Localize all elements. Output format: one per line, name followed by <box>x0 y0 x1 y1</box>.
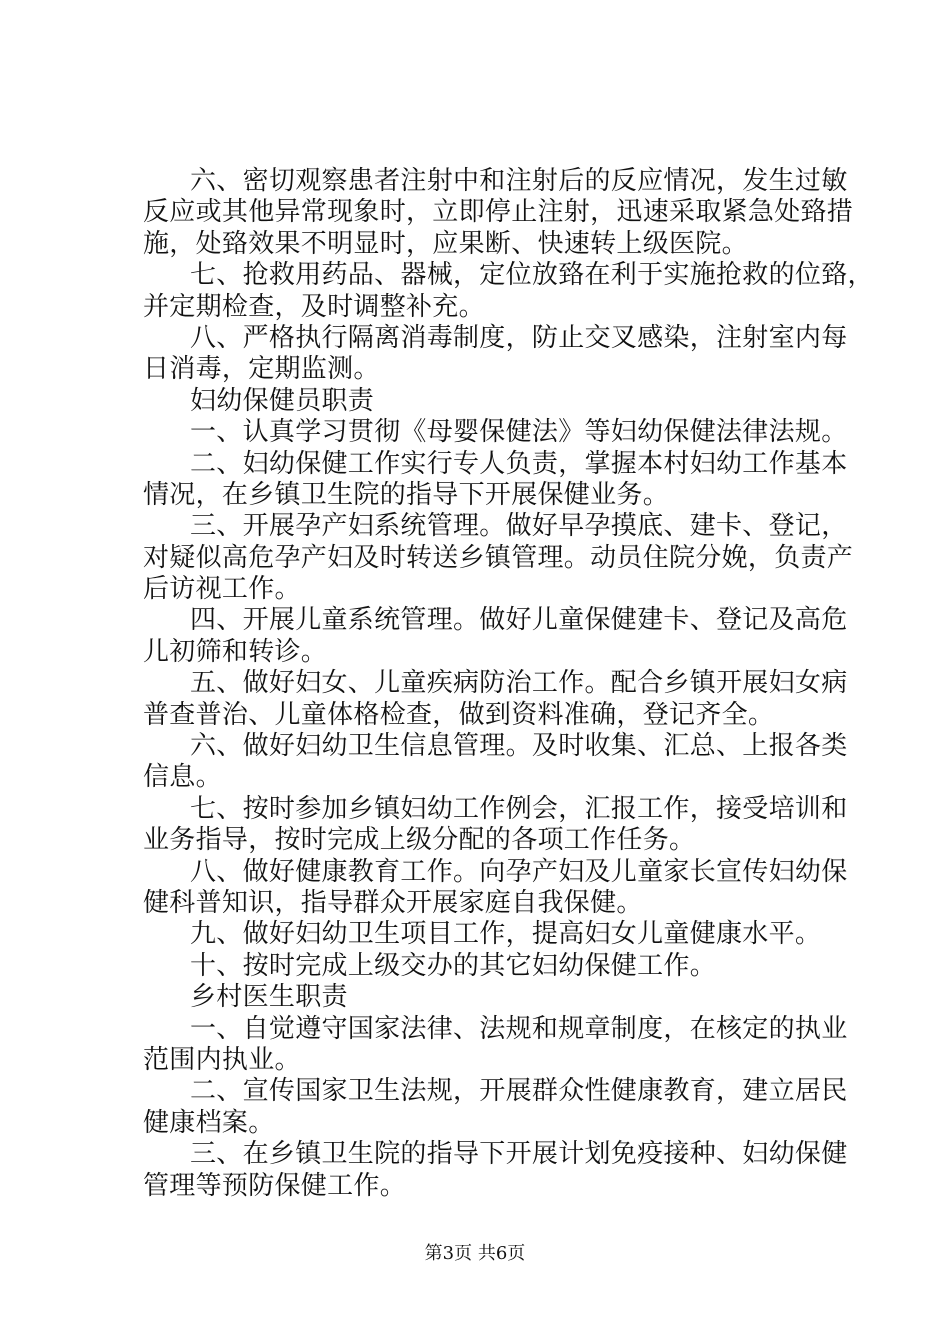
document-line: 反应或其他异常现象时，立即停止注射，迅速采取紧急处臵措 <box>143 197 854 228</box>
document-line: 五、做好妇女、儿童疾病防治工作。配合乡镇开展妇女病 <box>190 668 848 699</box>
document-line: 健康档案。 <box>143 1107 275 1138</box>
document-line: 三、在乡镇卫生院的指导下开展计划免疫接种、妇幼保健 <box>190 1139 848 1170</box>
document-line: 六、密切观察患者注射中和注射后的反应情况，发生过敏 <box>190 166 848 196</box>
document-line: 儿初筛和转诊。 <box>143 636 328 667</box>
page-footer: 第3页 共6页 <box>424 1243 526 1264</box>
document-line: 一、自觉遵守国家法律、法规和规章制度，在核定的执业 <box>190 1013 848 1044</box>
document-line: 情况，在乡镇卫生院的指导下开展保健业务。 <box>143 479 670 510</box>
document-line: 普查普治、儿童体格检查，做到资料准确，登记齐全。 <box>143 699 775 730</box>
document-line: 范围内执业。 <box>143 1044 301 1075</box>
document-line: 并定期检查，及时调整补充。 <box>143 291 485 322</box>
document-line: 二、宣传国家卫生法规，开展群众性健康教育，建立居民 <box>190 1076 848 1107</box>
document-line: 日消毒，定期监测。 <box>143 354 380 385</box>
document-line: 业务指导，按时完成上级分配的各项工作任务。 <box>143 825 696 856</box>
document-line: 七、按时参加乡镇妇幼工作例会，汇报工作，接受培训和 <box>190 793 848 824</box>
document-line: 妇幼保健员职责 <box>190 385 375 416</box>
document-line: 信息。 <box>143 762 222 793</box>
document-line: 后访视工作。 <box>143 574 301 605</box>
document-line: 二、妇幼保健工作实行专人负责，掌握本村妇幼工作基本 <box>190 448 848 479</box>
document-line: 八、做好健康教育工作。向孕产妇及儿童家长宣传妇幼保 <box>190 856 848 887</box>
document-line: 对疑似高危孕产妇及时转送乡镇管理。动员住院分娩，负责产 <box>143 542 854 573</box>
document-line: 八、严格执行隔离消毒制度，防止交叉感染，注射室内每 <box>190 322 848 353</box>
document-line: 六、做好妇幼卫生信息管理。及时收集、汇总、上报各类 <box>190 731 848 762</box>
document-line: 十、按时完成上级交办的其它妇幼保健工作。 <box>190 950 717 981</box>
document-line: 四、开展儿童系统管理。做好儿童保健建卡、登记及高危 <box>190 605 848 636</box>
document-line: 一、认真学习贯彻《母婴保健法》等妇幼保健法律法规。 <box>190 417 848 448</box>
document-line: 管理等预防保健工作。 <box>143 1170 407 1201</box>
document-line: 九、做好妇幼卫生项目工作，提高妇女儿童健康水平。 <box>190 919 822 950</box>
document-line: 三、开展孕产妇系统管理。做好早孕摸底、建卡、登记， <box>190 511 848 542</box>
document-line: 健科普知识，指导群众开展家庭自我保健。 <box>143 887 643 918</box>
document-line: 乡村医生职责 <box>190 982 348 1013</box>
document-line: 施，处臵效果不明显时，应果断、快速转上级医院。 <box>143 228 748 259</box>
document-body <box>143 166 874 1202</box>
document-line: 七、抢救用药品、器械，定位放臵在利于实施抢救的位臵， <box>190 260 874 291</box>
